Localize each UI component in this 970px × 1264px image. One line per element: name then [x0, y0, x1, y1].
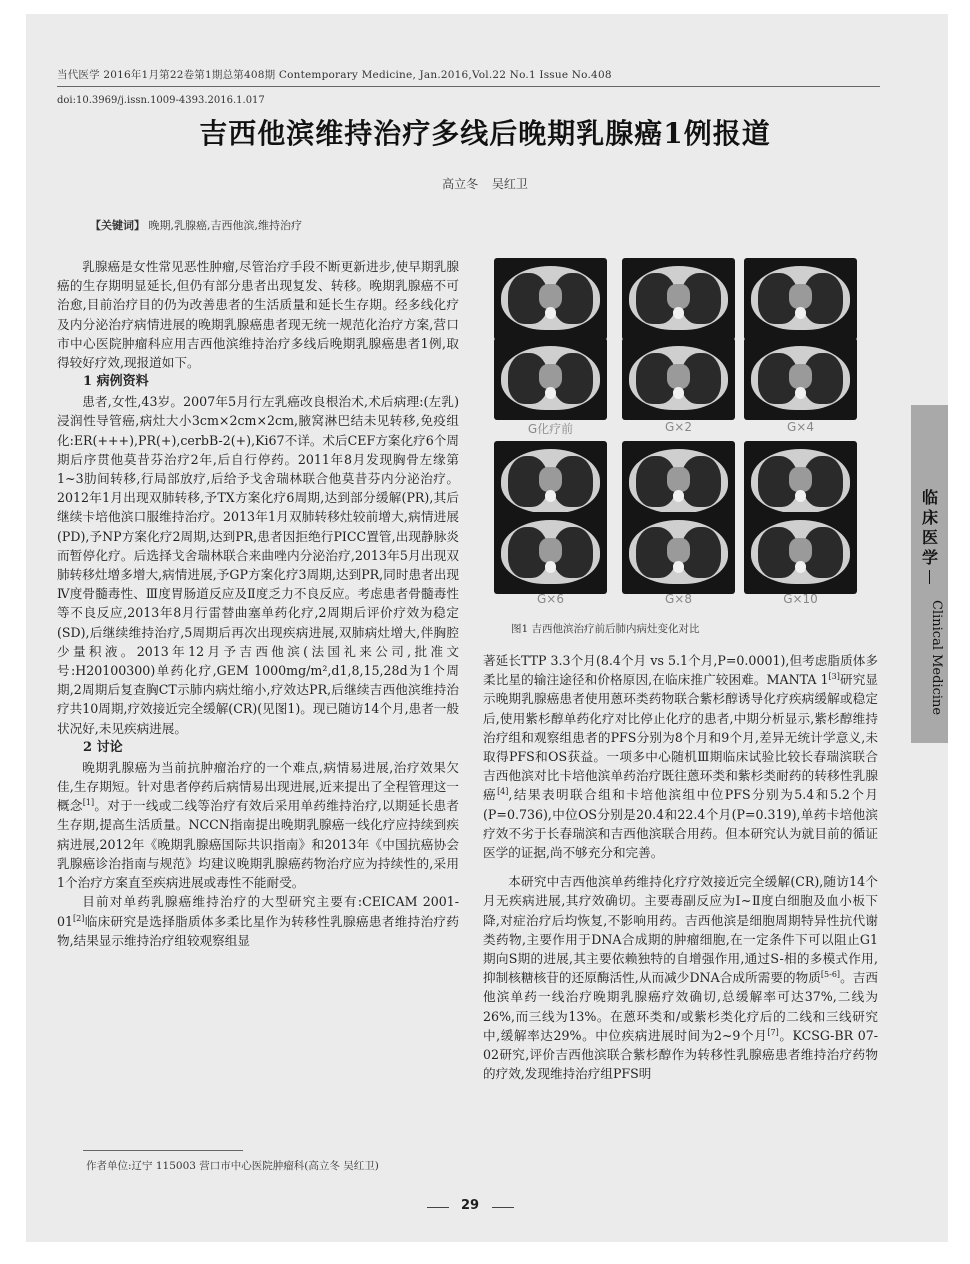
- section-2-heading: 2 讨论: [83, 739, 123, 755]
- ct-scan-image: [744, 258, 857, 340]
- figure-label: G×2: [665, 420, 692, 434]
- intro-paragraph: 乳腺癌是女性常见恶性肿瘤,尽管治疗手段不断更新进步,使早期乳腺癌的生存期明显延长,但仍有部分患者出现复发、转移。晚期乳腺癌不可治愈,目前治疗目的仍为改善患者的生活质量和延长生存期。经多线化疗及内分泌治疗病情进展的晚期乳腺癌患者现无统一规范化治疗方案,营口市中心医院肿瘤科应用吉西他滨维持治疗多线后晚期乳腺癌患者1例,取得较好疗效,现报道如下。: [57, 259, 459, 371]
- right-paragraph-2: [483, 872, 878, 1083]
- text-run: 本研究中吉西他滨单药维持化疗疗效接近完全缓解(CR),随访14个月无疾病进展,其疗效确切。主要毒副反应为Ⅰ~Ⅱ度白细胞及血小板下降,对症治疗后均恢复,不影响用药。吉西他滨是细胞周期特异性抗代谢类药物,主要作用于DNA合成期的肿瘤细胞,在一定条件下可以阻止G1期向S期的进展,其主要依赖独特的自增强作用,通过S-相的多模式作用,抑制核糖核苷的还原酶活性,从而减少DNA合成所需要的物质: [483, 874, 878, 986]
- citation: [5-6]: [820, 970, 841, 980]
- footnote-rule: [83, 1150, 243, 1151]
- citation: [1]: [82, 798, 95, 808]
- ct-scan-image: [494, 441, 607, 523]
- section-1-heading: 1 病例资料: [83, 374, 149, 390]
- header-rule: [57, 86, 880, 87]
- text-run: 著延长TTP 3.3个月(8.4个月 vs 5.1个月,P=0.0001),但考虑脂质体多柔比星的输注途径和价格原因,在临床推广较困难。MANTA 1: [483, 653, 878, 688]
- page-number-rule-left: [427, 1207, 449, 1208]
- text-run: 晚期乳腺癌为当前抗肿瘤治疗的一个难点,病情易进展,治疗效果欠佳,生存期短。针对患者停药后病情易出现进展,近来提出了全程管理这一概念: [57, 759, 459, 814]
- ct-scan-image: [494, 512, 607, 594]
- side-tab-english: Clinical Medicine: [929, 600, 944, 716]
- figure-label: G×10: [783, 592, 818, 606]
- page-number: 29: [460, 1198, 480, 1213]
- citation: [4]: [497, 787, 509, 797]
- ct-scan-image: [622, 338, 735, 420]
- text-run: 目前对单药乳腺癌维持治疗的大型研究主要有:CEICAM 2001-01: [57, 894, 459, 929]
- figure-label: G化疗前: [527, 422, 574, 436]
- article-title: 吉西他滨维持治疗多线后晚期乳腺癌1例报道: [199, 117, 771, 150]
- discussion-paragraph-2: [57, 892, 459, 950]
- text-run: 临床研究是选择脂质体多柔比星作为转移性乳腺癌患者维持治疗药物,结果显示维持治疗组较观察组显: [57, 913, 459, 948]
- ct-scan-image: [744, 512, 857, 594]
- right-paragraph-1: [483, 651, 878, 862]
- text-run: ,结果表明联合组和卡培他滨组中位PFS分别为5.4和5.2个月(P=0.736),中位OS分别是20.4和22.4个月(P=0.319),单药卡培他滨疗效不劣于长春瑞滨和吉西他滨联合用药。但本研究认为就目前的循证医学的证据,尚不够充分和完善。: [483, 787, 878, 861]
- right-column: [483, 651, 878, 1083]
- ct-scan-image: [622, 512, 735, 594]
- discussion-paragraph-1: [57, 758, 459, 892]
- left-column: [57, 257, 459, 950]
- figure-label: G×8: [665, 592, 692, 606]
- page-number-rule-right: [492, 1207, 514, 1208]
- text-run: 。KCSG-BR 07-02研究,评价吉西他滨联合紫杉醇作为转移性乳腺癌患者维持治疗药物的疗效,发现维持治疗组PFS明: [483, 1027, 879, 1082]
- side-tab-chinese: 临床医学: [921, 488, 938, 567]
- ct-figure: [494, 258, 864, 613]
- figure-label: G×4: [787, 420, 814, 434]
- figure-label: G×6: [537, 592, 564, 606]
- ct-scan-image: [494, 258, 607, 340]
- journal-header: 当代医学 2016年1月第22卷第1期总第408期 Contemporary Medicine, Jan.2016,Vol.22 No.1 Issue No.408: [57, 69, 612, 81]
- text-run: 。吉西他滨单药一线治疗晚期乳腺癌疗效确切,总缓解率可达37%,二线为26%,而三线为13%。在蒽环类和/或紫杉类化疗后的二线和三线研究中,缓解率达29%。中位疾病进展时间为2~9个月: [483, 970, 878, 1043]
- keywords: [90, 217, 302, 233]
- figure-caption: 图1 吉西他滨治疗前后肺内病灶变化对比: [511, 623, 700, 635]
- keywords-text: 晚期,乳腺癌,吉西他滨,维持治疗: [148, 219, 302, 232]
- citation: [7]: [767, 1027, 779, 1037]
- author-affiliation: 作者单位:辽宁 115003 营口市中心医院肿瘤科(高立冬 吴红卫): [86, 1160, 379, 1172]
- ct-scan-image: [494, 338, 607, 420]
- ct-scan-image: [622, 441, 735, 523]
- text-run: 。对于一线或二线等治疗有效后采用单药维持治疗,以期延长患者生存期,提高生活质量。NCCN指南提出晚期乳腺癌一线化疗应持续到疾病进展,2012年《晚期乳腺癌国际共识指南》和2013年《中国抗癌协会乳腺癌诊治指南与规范》均建议晚期乳腺癌药物治疗应为持续性的,采用1个治疗方案直至疾病进展或毒性不能耐受。: [57, 798, 459, 891]
- ct-scan-image: [744, 441, 857, 523]
- doi: doi:10.3969/j.issn.1009-4393.2016.1.017: [57, 95, 265, 106]
- case-paragraph: 患者,女性,43岁。2007年5月行左乳癌改良根治术,术后病理:(左乳)浸润性导管癌,病灶大小3cm×2cm×2cm,腋窝淋巴结未见转移,免疫组化:ER(+++),PR(+),cerbB-2(+),Ki67不详。术后CEF方案化疗6个周期后序贯他莫昔芬治疗2年,后自行停药。2011年8月发现胸骨左缘第1~3肋间转移,行局部放疗,后给予戈舍瑞林联合他莫昔芬内分泌治疗。2012年1月出现双肺转移,予TX方案化疗6周期,达到部分缓解(PR),其后继续卡培他滨口服维持治疗。2013年1月双肺转移灶较前增大,病情进展(PD),予NP方案化疗2周期,达到PR,患者因拒绝行PICC置管,出现静脉炎而暂停化疗。后选择戈舍瑞林联合来曲唑内分泌治疗,2013年5月出现双肺转移灶增多增大,病情进展,予GP方案化疗3周期,达到PR,同时患者出现Ⅳ度骨髓毒性、Ⅲ度胃肠道反应及Ⅱ度乏力不良反应。考虑患者骨髓毒性等不良反应,2013年8月行雷替曲塞单药化疗,2周期后评价疗效为稳定(SD),后继续维持治疗,5周期后再次出现疾病进展,双肺病灶增大,伴胸腔少量积液。2013年12月予吉西他滨(法国礼来公司,批准文号:H20100300)单药化疗,GEM 1000mg/m²,d1,8,15,28d为1个周期,2周期后复查胸CT示肺内病灶缩小,疗效达PR,后继续吉西他滨维持治疗共10周期,疗效接近完全缓解(CR)(见图1)。现已随访14个月,患者一般状况好,未见疾病进展。: [57, 394, 459, 736]
- authors: 高立冬 吴红卫: [442, 177, 528, 191]
- citation: [3]: [828, 672, 840, 682]
- citation: [2]: [73, 913, 85, 923]
- text-run: 研究显示晚期乳腺癌患者使用蒽环类药物联合紫杉醇诱导化疗疾病缓解或稳定后,使用紫杉醇单药化疗对比停止化疗的患者,中期分析显示,紫杉醇维持治疗组和观察组患者的PFS分别为8个月和9个月,差异无统计学意义,未取得PFS和OS获益。一项多中心随机Ⅲ期临床试验比较长春瑞滨联合吉西他滨对比卡培他滨单药治疗既往蒽环类和紫杉类耐药的转移性乳腺癌: [483, 672, 879, 803]
- keywords-label: 【关键词】: [90, 219, 145, 232]
- ct-scan-image: [744, 338, 857, 420]
- ct-scan-image: [622, 258, 735, 340]
- side-tab-divider: [929, 570, 930, 584]
